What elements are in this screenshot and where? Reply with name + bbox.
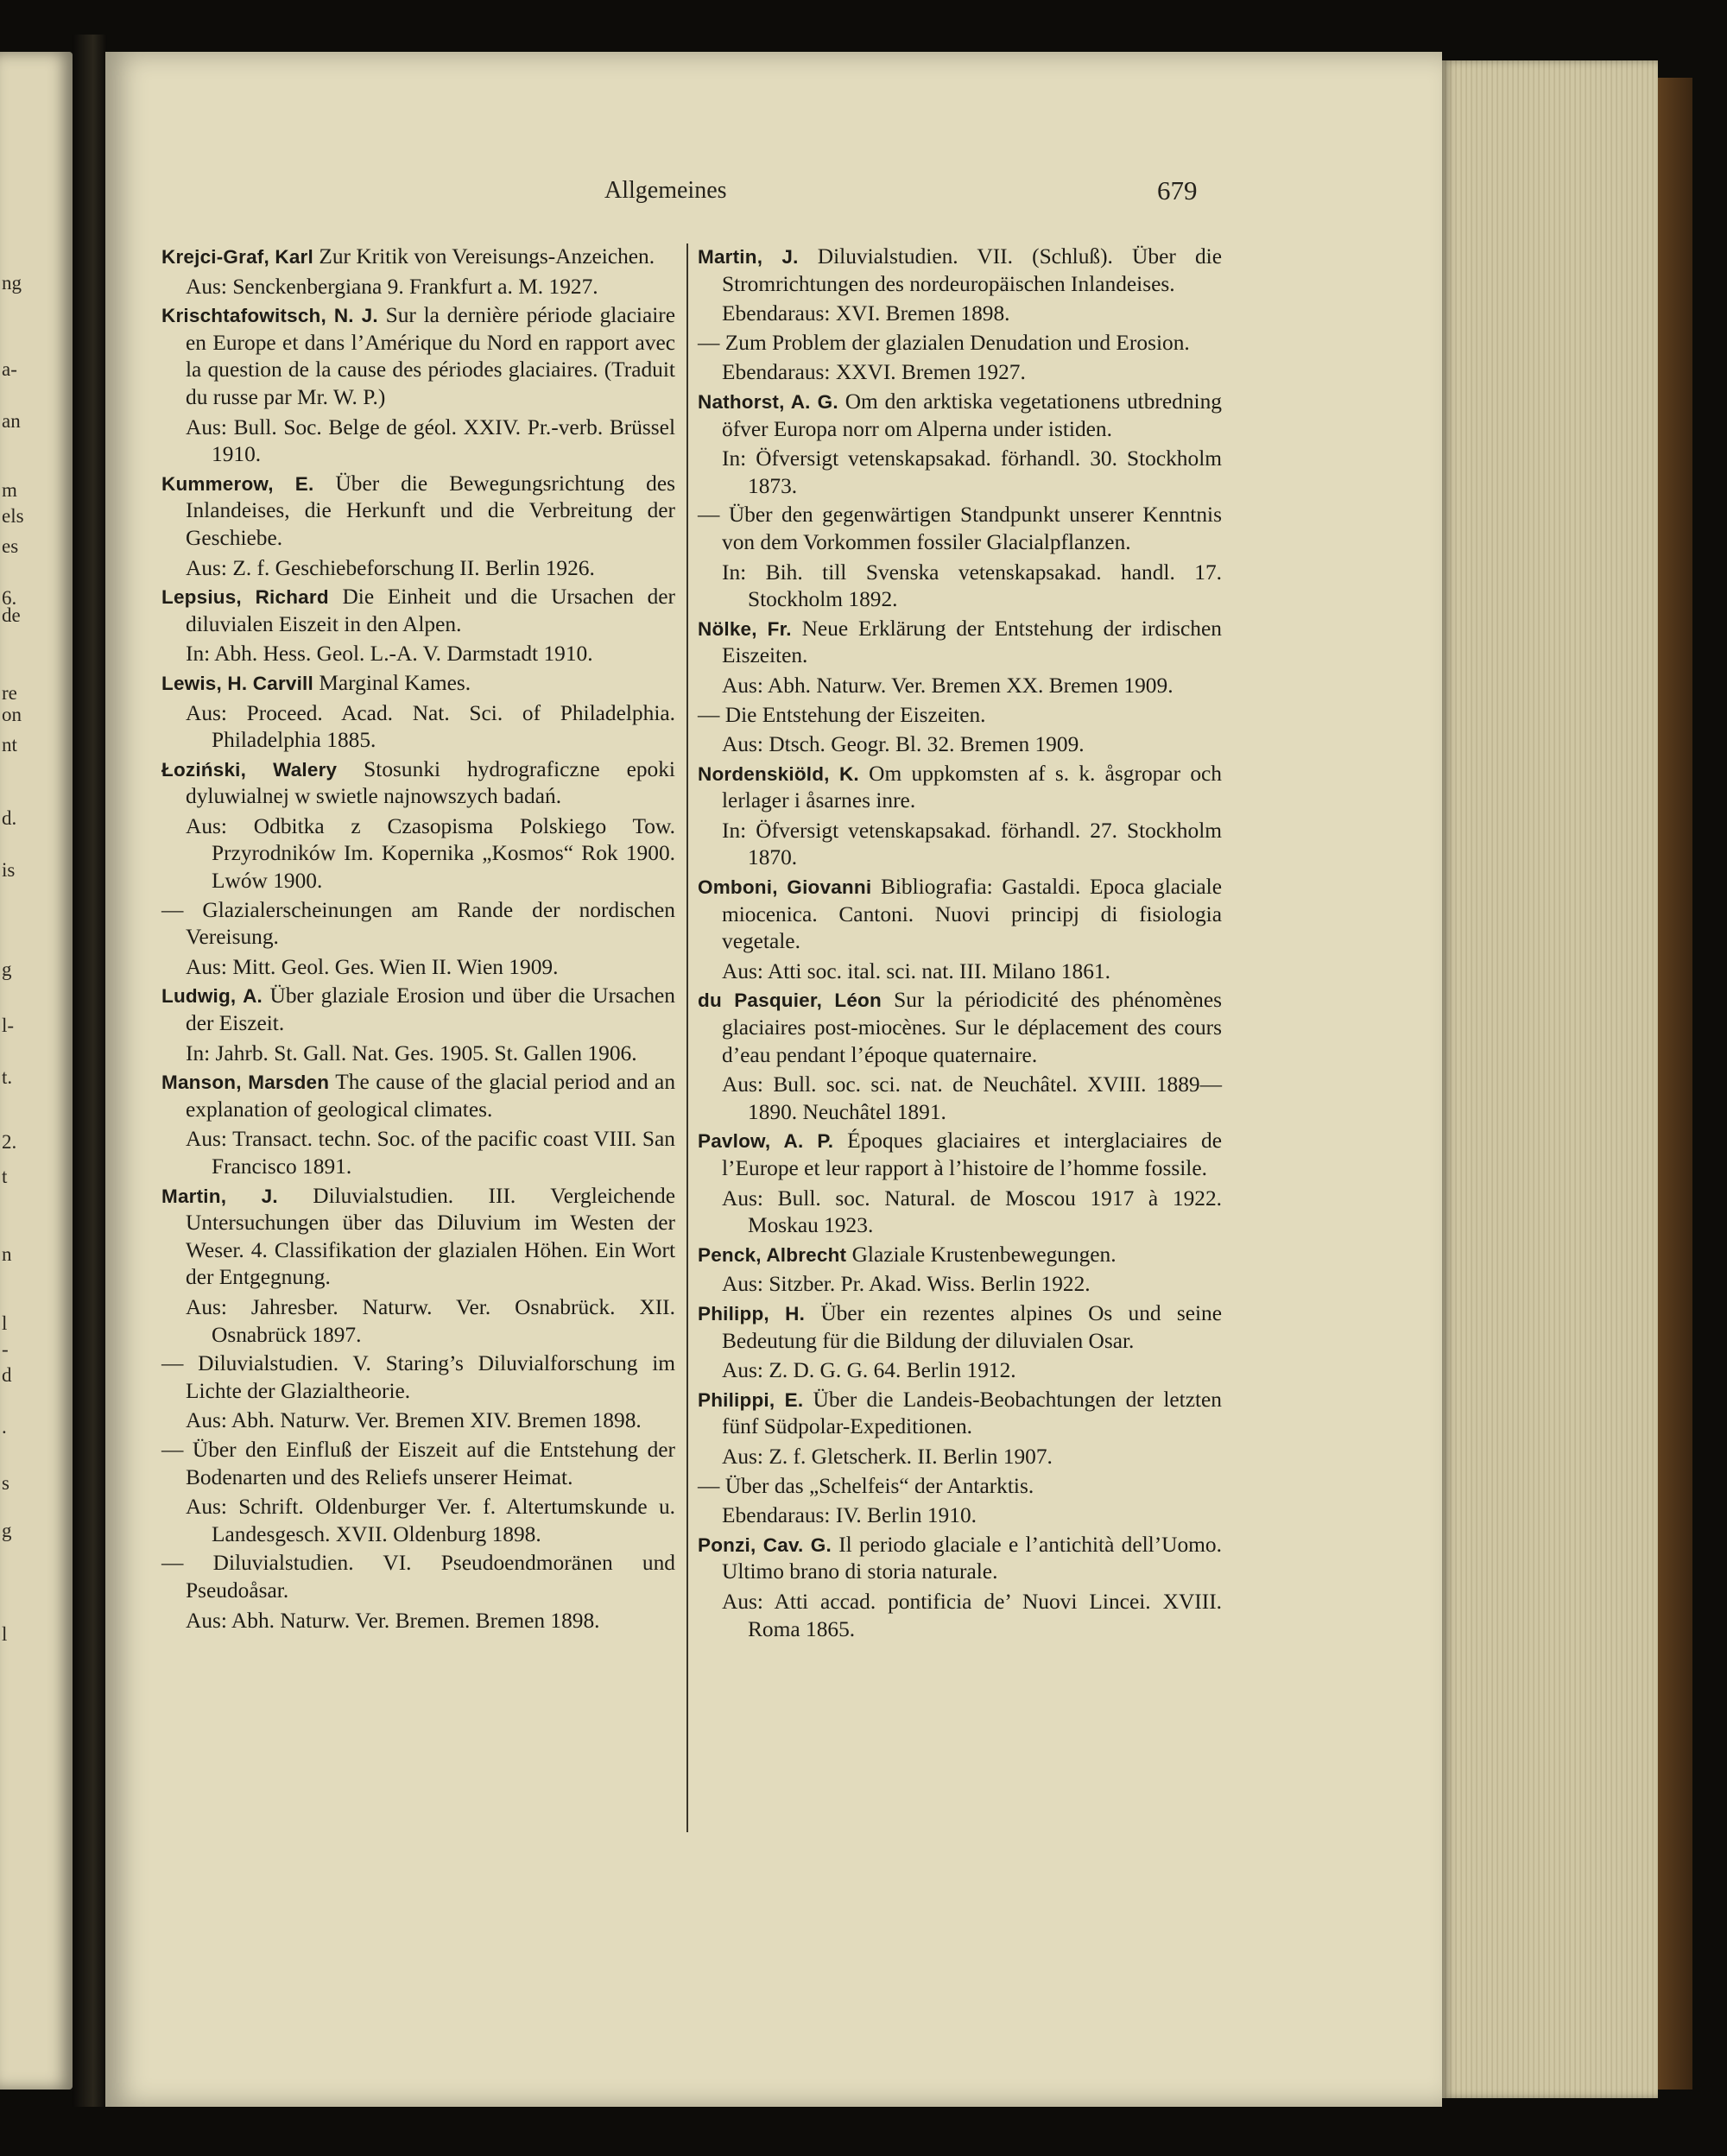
entry-source: Aus: Schrift. Oldenburger Ver. f. Altertumskunde u. Landesgesch. XVII. Oldenburg 1898.: [186, 1495, 675, 1546]
bibliography-entry: [161, 983, 675, 1037]
entry-title: — Über das „Schelfeis“ der Antarktis.: [698, 1473, 1034, 1498]
facing-page-fragment: ng: [2, 272, 22, 294]
facing-page-fragment: l-: [2, 1015, 15, 1036]
bibliography-column-left: [161, 243, 675, 1636]
entry-author: Kummerow, E.: [161, 472, 314, 495]
entry-title: — Über den Einfluß der Eiszeit auf die Entstehung der Bodenarten und des Reliefs unserer Heimat.: [161, 1437, 675, 1489]
bibliography-entry: [698, 502, 1222, 556]
entry-title: Über ein rezentes alpines Os und seine Bedeutung für die Bildung der diluvialen Osar.: [722, 1300, 1222, 1353]
entry-source: Aus: Z. f. Geschiebeforschung II. Berlin 1926.: [186, 555, 595, 580]
facing-page-fragment: nt: [2, 734, 17, 756]
bibliography-entry: [698, 616, 1222, 670]
facing-page-fragment: s: [2, 1472, 9, 1494]
bibliography-entry: [698, 389, 1222, 443]
entry-source: Aus: Abh. Naturw. Ver. Bremen XX. Bremen 1909.: [722, 673, 1173, 698]
bibliography-entry: [698, 761, 1222, 815]
bibliography-entry: [698, 874, 1222, 956]
entry-source: Aus: Transact. techn. Soc. of the pacific coast VIII. San Francisco 1891.: [186, 1127, 675, 1179]
facing-page-fragment: de: [2, 604, 21, 626]
entry-author: Manson, Marsden: [161, 1072, 330, 1094]
entry-title: Über die Landeis-Beobachtungen der letzten fünf Südpolar-Expeditionen.: [722, 1387, 1222, 1439]
entry-source: Aus: Mitt. Geol. Ges. Wien II. Wien 1909.: [186, 954, 559, 979]
bibliography-entry: [161, 897, 675, 952]
bibliography-entry: [161, 1350, 675, 1405]
entry-title: — Über den gegenwärtigen Standpunkt unserer Kenntnis von dem Vorkommen fossiler Glacialpflanzen.: [698, 503, 1222, 554]
bibliography-entry: [698, 987, 1222, 1069]
entry-title: — Glazialerscheinungen am Rande der nordischen Vereisung.: [161, 897, 675, 950]
entry-title: Marginal Kames.: [319, 670, 471, 695]
facing-page-fragment: l: [2, 1623, 8, 1645]
facing-page-fragment: 2.: [2, 1131, 17, 1153]
entry-author: Ponzi, Cav. G.: [698, 1533, 832, 1556]
entry-author: Omboni, Giovanni: [698, 876, 872, 899]
bibliography-entry: [161, 302, 675, 411]
entry-title: Die Einheit und die Ursachen der diluvialen Eiszeit in den Alpen.: [186, 585, 675, 636]
bibliography-entry: [161, 1069, 675, 1123]
entry-source: In: Öfversigt vetenskapsakad. förhandl. 27. Stockholm 1870.: [722, 818, 1222, 870]
entry-title: The cause of the glacial period and an explanation of geological climates.: [186, 1070, 676, 1122]
entry-author: Nordenskiöld, K.: [698, 762, 859, 785]
bibliography-entry: [698, 702, 1222, 730]
entry-title: Neue Erklärung der Entstehung der irdischen Eiszeiten.: [722, 616, 1222, 668]
entry-author: Penck, Albrecht: [698, 1243, 847, 1266]
facing-page-fragment: m: [2, 479, 17, 501]
entry-source: In: Öfversigt vetenskapsakad. förhandl. 30. Stockholm 1873.: [722, 446, 1222, 498]
bibliography-entry: [161, 243, 675, 271]
entry-author: Nathorst, A. G.: [698, 390, 838, 413]
entry-source: Aus: Jahresber. Naturw. Ver. Osnabrück. XII. Osnabrück 1897.: [186, 1294, 675, 1347]
entry-source: In: Jahrb. St. Gall. Nat. Ges. 1905. St. Gallen 1906.: [186, 1040, 637, 1065]
entry-author: Nölke, Fr.: [698, 617, 792, 640]
facing-page-fragment: an: [2, 410, 21, 432]
facing-page-edge: [0, 52, 73, 2090]
entry-source: Aus: Z. D. G. G. 64. Berlin 1912.: [722, 1358, 1016, 1383]
entry-source: In: Abh. Hess. Geol. L.-A. V. Darmstadt 1910.: [186, 642, 593, 667]
facing-page-fragment: -: [2, 1338, 9, 1360]
entry-title: Om den arktiska vegetationens utbredning öfver Europa norr om Alperna under istiden.: [722, 389, 1222, 441]
bibliography-entry: [161, 756, 675, 811]
bibliography-entry: [698, 1242, 1222, 1269]
facing-page-fragment: on: [2, 704, 22, 725]
entry-author: Philipp, H.: [698, 1302, 806, 1325]
facing-page-fragment: d: [2, 1364, 12, 1386]
book-gutter: [73, 35, 107, 2107]
facing-page-fragment: t.: [2, 1066, 13, 1088]
facing-page-fragment: .: [2, 1416, 7, 1438]
entry-author: Ludwig, A.: [161, 985, 263, 1008]
entry-author: du Pasquier, Léon: [698, 989, 882, 1012]
bibliography-column-right: [698, 243, 1222, 1645]
entry-title: Über die Bewegungsrichtung des Inlandeises, die Herkunft und die Verbreitung der Geschiebe.: [186, 471, 675, 550]
bibliography-entry: [698, 330, 1222, 357]
entry-author: Martin, J.: [698, 246, 799, 268]
facing-page-fragment: is: [2, 859, 16, 881]
entry-title: — Zum Problem der glazialen Denudation und Erosion.: [698, 330, 1190, 355]
entry-source: Aus: Bull. Soc. Belge de géol. XXIV. Pr.-verb. Brüssel 1910.: [186, 414, 675, 467]
entry-source: Aus: Bull. soc. sci. nat. de Neuchâtel. XVIII. 1889—1890. Neuchâtel 1891.: [722, 1072, 1222, 1124]
entry-title: Stosunki hydrograficzne epoki dyluwialnej w swietle najnowszych badań.: [186, 756, 675, 809]
bibliography-entry: [698, 1300, 1222, 1355]
entry-source: Aus: Atti soc. ital. sci. nat. III. Milano 1861.: [722, 958, 1110, 983]
bibliography-entry: [698, 1128, 1222, 1182]
entry-title: Zur Kritik von Vereisungs-Anzeichen.: [319, 244, 655, 269]
entry-title: Sur la périodicité des phénomènes glaciaires post-miocènes. Sur le déplacement des cours d’eau pendant l’époque quaternaire.: [722, 988, 1222, 1067]
entry-source: Aus: Dtsch. Geogr. Bl. 32. Bremen 1909.: [722, 732, 1085, 757]
entry-author: Lepsius, Richard: [161, 586, 329, 609]
bibliography-entry: [161, 1183, 675, 1292]
bibliography-entry: [698, 243, 1222, 298]
entry-title: Diluvialstudien. III. Vergleichende Untersuchungen über das Diluvium im Westen der Weser. 4. Classifikation der glazialen Höhen. Ein Wort der Entgegnung.: [186, 1183, 675, 1290]
facing-page-fragment: els: [2, 505, 24, 527]
entry-title: Om uppkomsten af s. k. åsgropar och lerlager i åsarnes inre.: [722, 761, 1222, 813]
book-cover-edge: [1658, 78, 1692, 2090]
entry-source: Aus: Abh. Naturw. Ver. Bremen XIV. Bremen 1898.: [186, 1408, 642, 1433]
entry-author: Martin, J.: [161, 1185, 278, 1207]
bibliography-entry: [161, 584, 675, 638]
entry-source: Aus: Bull. soc. Natural. de Moscou 1917 à 1922. Moskau 1923.: [722, 1185, 1222, 1238]
entry-title: Bibliografia: Gastaldi. Epoca glaciale miocenica. Cantoni. Nuovi principj di fisiologia vegetale.: [722, 875, 1222, 954]
facing-page-fragment: es: [2, 535, 19, 557]
facing-page-fragment: re: [2, 682, 17, 704]
column-divider: [686, 243, 688, 1832]
entry-title: Époques glaciaires et interglaciaires de l’Europe et leur rapport à l’histoire de l’homme fossile.: [722, 1129, 1222, 1180]
entry-source: Aus: Atti accad. pontificia de’ Nuovi Lincei. XVIII. Roma 1865.: [722, 1589, 1222, 1641]
entry-title: — Diluvialstudien. VI. Pseudoendmoränen und Pseudoåsar.: [161, 1551, 675, 1603]
entry-source: Ebendaraus: IV. Berlin 1910.: [722, 1503, 977, 1528]
entry-title: — Die Entstehung der Eiszeiten.: [698, 702, 986, 727]
bibliography-entry: [698, 1473, 1222, 1501]
facing-page-fragment: g: [2, 958, 12, 980]
entry-title: Sur la dernière période glaciaire en Europe et dans l’Amérique du Nord en rapport avec la question de la cause des périodes glaciaires. (Traduit du russe par Mr. W. P.): [186, 303, 675, 409]
page-number: 679: [1157, 175, 1198, 205]
facing-page-fragment: t: [2, 1166, 8, 1187]
entry-source: Aus: Senckenbergiana 9. Frankfurt a. M. 1927.: [186, 274, 598, 299]
entry-author: Krischtafowitsch, N. J.: [161, 305, 378, 327]
entry-source: Aus: Sitzber. Pr. Akad. Wiss. Berlin 1922.: [722, 1272, 1091, 1297]
entry-author: Philippi, E.: [698, 1388, 804, 1411]
bibliography-entry: [161, 670, 675, 698]
entry-title: — Diluvialstudien. V. Staring’s Diluvialforschung im Lichte der Glazialtheorie.: [161, 1351, 675, 1403]
entry-title: Diluvialstudien. VII. (Schluß). Über die Stromrichtungen des nordeuropäischen Inlandeises.: [722, 244, 1222, 296]
facing-page-fragment: a-: [2, 358, 17, 380]
bibliography-entry: [161, 1437, 675, 1491]
facing-page-fragment: l: [2, 1312, 8, 1334]
bibliography-entry: [161, 1550, 675, 1604]
entry-author: Łoziński, Walery: [161, 758, 338, 781]
entry-source: Aus: Z. f. Gletscherk. II. Berlin 1907.: [722, 1444, 1053, 1469]
entry-author: Krejci-Graf, Karl: [161, 246, 313, 268]
bibliography-entry: [698, 1532, 1222, 1586]
entry-title: Glaziale Krustenbewegungen.: [851, 1242, 1117, 1267]
entry-title: Über glaziale Erosion und über die Ursachen der Eiszeit.: [186, 983, 675, 1036]
facing-page-fragment: 6.: [2, 587, 17, 609]
running-head: Allgemeines: [604, 177, 727, 204]
page-stack-edges: [1442, 60, 1658, 2098]
entry-source: Ebendaraus: XVI. Bremen 1898.: [722, 301, 1010, 326]
bibliography-entry: [698, 1387, 1222, 1441]
entry-source: Aus: Abh. Naturw. Ver. Bremen. Bremen 1898.: [186, 1608, 600, 1633]
facing-page-fragment: n: [2, 1243, 12, 1265]
facing-page-fragment: d.: [2, 807, 17, 829]
bibliography-entry: [161, 471, 675, 553]
entry-title: Il periodo glaciale e l’antichità dell’Uomo. Ultimo brano di storia naturale.: [722, 1532, 1222, 1584]
entry-source: Aus: Odbitka z Czasopisma Polskiego Tow. Przyrodników Im. Kopernika „Kosmos“ Rok 1900. Lwów 1900.: [186, 813, 675, 894]
entry-author: Pavlow, A. P.: [698, 1130, 834, 1153]
facing-page-fragment: g: [2, 1520, 12, 1541]
entry-source: In: Bih. till Svenska vetenskapsakad. handl. 17. Stockholm 1892.: [722, 560, 1222, 612]
entry-source: Aus: Proceed. Acad. Nat. Sci. of Philadelphia. Philadelphia 1885.: [186, 700, 675, 753]
entry-source: Ebendaraus: XXVI. Bremen 1927.: [722, 360, 1026, 385]
entry-author: Lewis, H. Carvill: [161, 672, 313, 694]
